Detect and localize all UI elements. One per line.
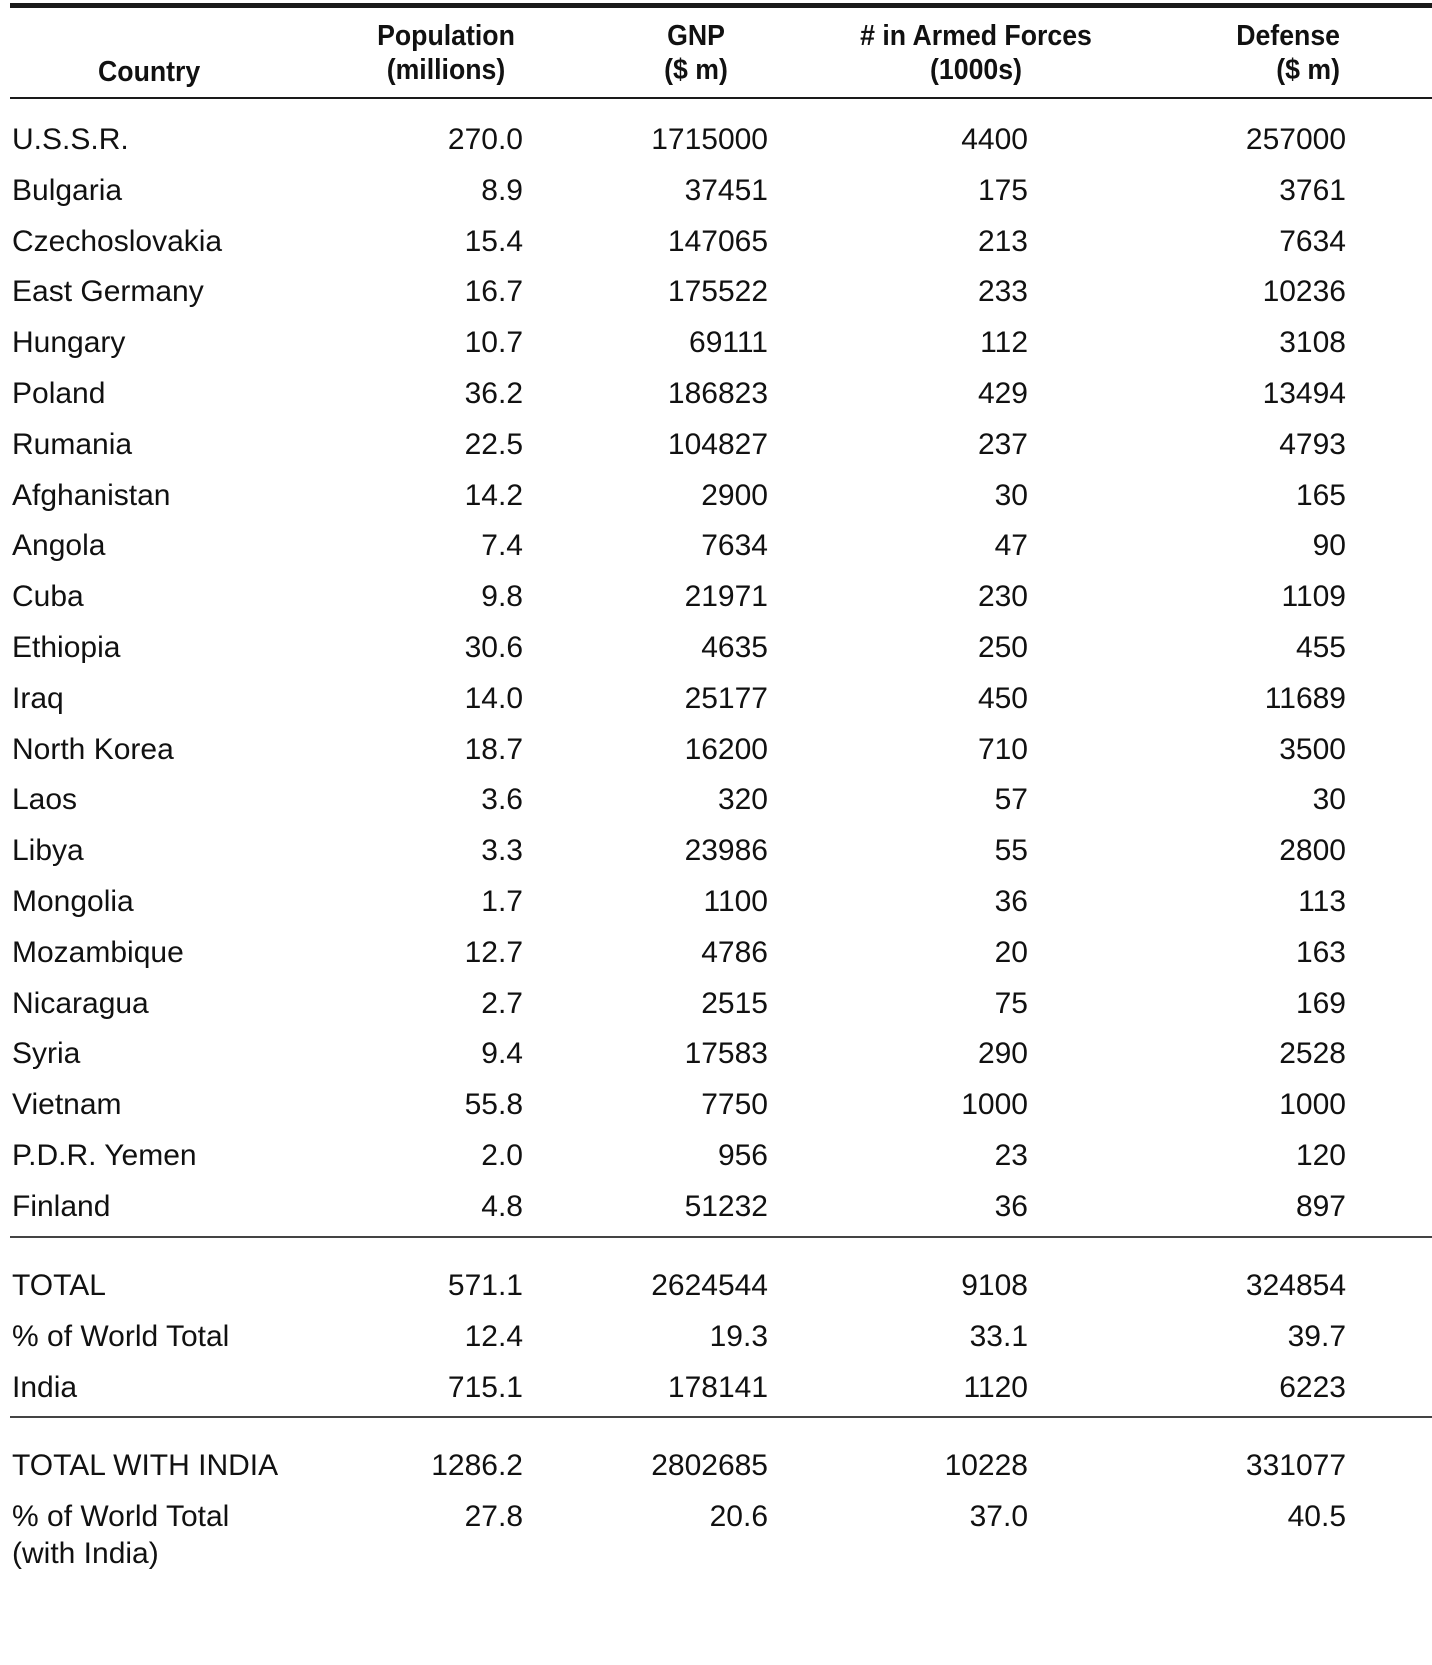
table-row <box>0 577 1432 617</box>
cell-country: North Korea <box>12 732 174 766</box>
cell-country: Libya <box>12 834 84 868</box>
cell-armed-forces: 36 <box>994 885 1028 918</box>
cell-defense: 324854 <box>1245 1269 1346 1302</box>
cell-defense: 1000 <box>1279 1088 1346 1122</box>
cell-country: Mozambique <box>12 935 184 969</box>
cell-armed-forces: 30 <box>994 478 1028 512</box>
cell-gnp: 2900 <box>701 478 768 512</box>
cell-population: 36.2 <box>464 377 523 410</box>
cell-armed-forces: 250 <box>977 631 1028 664</box>
cell-armed-forces: 23 <box>994 1139 1028 1172</box>
header-armed-forces <box>829 19 1123 87</box>
table-row <box>0 1034 1432 1074</box>
cell-gnp: 1100 <box>703 885 768 918</box>
cell-defense: 331077 <box>1245 1449 1346 1482</box>
cell-defense: 7634 <box>1279 224 1346 258</box>
cell-armed-forces: 1120 <box>963 1370 1028 1404</box>
cell-armed-forces: 47 <box>994 529 1028 563</box>
cell-gnp: 37451 <box>684 173 768 207</box>
header-defense-line2: ($ m) <box>1276 54 1340 86</box>
cell-armed-forces: 233 <box>977 275 1028 309</box>
cell-armed-forces: 10228 <box>944 1449 1028 1482</box>
cell-armed-forces: 75 <box>994 986 1028 1020</box>
table-row <box>0 882 1432 922</box>
cell-defense: 11689 <box>1264 681 1346 715</box>
cell-gnp: 2515 <box>701 986 768 1020</box>
cell-defense: 120 <box>1295 1139 1346 1172</box>
cell-gnp: 21971 <box>684 580 768 614</box>
top-rule <box>10 3 1432 8</box>
table-row <box>0 323 1432 363</box>
cell-gnp: 178141 <box>667 1370 768 1404</box>
cell-population: 27.8 <box>464 1499 523 1533</box>
cell-country: Ethiopia <box>12 631 121 664</box>
cell-population: 8.9 <box>481 173 523 207</box>
cell-country: TOTAL <box>12 1269 106 1302</box>
cell-defense: 4793 <box>1279 427 1346 461</box>
cell-gnp: 20.6 <box>709 1499 768 1533</box>
cell-armed-forces: 290 <box>977 1037 1028 1071</box>
cell-gnp: 23986 <box>684 834 768 868</box>
table-row <box>0 1136 1432 1176</box>
cell-defense: 897 <box>1295 1189 1346 1223</box>
cell-defense: 40.5 <box>1287 1499 1346 1533</box>
header-population-line1: Population <box>377 20 515 52</box>
cell-gnp: 17583 <box>684 1037 768 1071</box>
cell-armed-forces: 175 <box>977 173 1028 207</box>
cell-defense: 13494 <box>1262 377 1346 410</box>
cell-defense: 3108 <box>1279 326 1346 360</box>
header-armed-line2: (1000s) <box>930 54 1022 86</box>
cell-armed-forces: 33.1 <box>969 1319 1028 1353</box>
cell-defense: 113 <box>1298 885 1346 918</box>
cell-armed-forces: 20 <box>994 935 1028 969</box>
cell-country: Czechoslovakia <box>12 224 223 258</box>
cell-gnp: 69111 <box>689 326 768 360</box>
cell-population: 2.0 <box>481 1139 523 1172</box>
summary-row <box>0 1446 1432 1486</box>
cell-defense: 6223 <box>1279 1370 1346 1404</box>
cell-population: 7.4 <box>481 529 523 563</box>
cell-population: 1.7 <box>481 885 523 918</box>
cell-gnp: 175522 <box>667 275 768 309</box>
header-population-line2: (millions) <box>386 54 506 86</box>
cell-population: 3.3 <box>481 834 523 868</box>
header-gnp-line2: ($ m) <box>664 54 728 86</box>
cell-defense: 3761 <box>1279 173 1346 207</box>
cell-population: 30.6 <box>464 631 523 664</box>
table-row <box>0 831 1432 871</box>
cell-gnp: 147065 <box>667 224 768 258</box>
cell-country-line2: (with India) <box>12 1536 159 1570</box>
header-defense-line1: Defense <box>1236 20 1340 52</box>
table-row <box>0 933 1432 973</box>
table-row <box>0 780 1432 820</box>
header-population <box>354 19 538 87</box>
cell-population: 12.7 <box>464 935 523 969</box>
cell-armed-forces: 429 <box>977 377 1028 410</box>
header-rule <box>10 97 1432 99</box>
table-row <box>0 730 1432 770</box>
total-with-india-rule <box>10 1416 1432 1418</box>
summary-row <box>0 1317 1432 1357</box>
cell-defense: 39.7 <box>1287 1319 1346 1353</box>
cell-defense: 169 <box>1295 986 1346 1020</box>
cell-country: Vietnam <box>12 1088 122 1122</box>
cell-armed-forces: 450 <box>977 681 1028 715</box>
cell-country: Afghanistan <box>12 478 171 512</box>
cell-population: 22.5 <box>464 427 523 461</box>
cell-armed-forces: 36 <box>994 1189 1028 1223</box>
cell-country: P.D.R. Yemen <box>12 1139 197 1172</box>
cell-defense: 1109 <box>1281 580 1346 614</box>
table-row <box>0 272 1432 312</box>
cell-country: Rumania <box>12 427 133 461</box>
cell-armed-forces: 57 <box>994 783 1028 817</box>
cell-population: 14.2 <box>464 478 523 512</box>
table-row <box>0 222 1432 262</box>
header-armed-line1: # in Armed Forces <box>860 20 1092 52</box>
cell-country: Poland <box>12 377 106 410</box>
cell-gnp: 1715000 <box>651 123 768 156</box>
header-country: Country <box>98 56 201 88</box>
cell-armed-forces: 55 <box>994 834 1028 868</box>
cell-country: Cuba <box>12 580 84 614</box>
cell-armed-forces: 710 <box>977 732 1028 766</box>
cell-population: 1286.2 <box>431 1449 523 1482</box>
cell-population: 270.0 <box>447 123 523 156</box>
cell-armed-forces: 213 <box>977 224 1028 258</box>
cell-country: Angola <box>12 529 106 563</box>
table-row <box>0 526 1432 566</box>
cell-gnp: 51232 <box>684 1189 768 1223</box>
cell-country: Laos <box>12 783 78 817</box>
cell-gnp: 4635 <box>701 631 768 664</box>
cell-population: 9.8 <box>481 580 523 614</box>
table-row <box>0 679 1432 719</box>
subtotal-rule <box>10 1236 1432 1238</box>
cell-defense: 257000 <box>1245 123 1346 156</box>
summary-row <box>0 1497 1432 1570</box>
cell-country: India <box>12 1370 78 1404</box>
table-row <box>0 171 1432 211</box>
cell-defense: 2528 <box>1279 1037 1346 1071</box>
cell-population: 55.8 <box>464 1088 523 1122</box>
cell-armed-forces: 237 <box>977 427 1028 461</box>
cell-armed-forces: 112 <box>980 326 1028 360</box>
cell-gnp: 16200 <box>684 732 768 766</box>
cell-country: % of World Total <box>12 1499 230 1533</box>
table-row <box>0 628 1432 668</box>
cell-gnp: 19.3 <box>709 1319 768 1353</box>
cell-population: 12.4 <box>464 1319 523 1353</box>
cell-gnp: 4786 <box>701 935 768 969</box>
cell-population: 2.7 <box>481 986 523 1020</box>
cell-gnp: 186823 <box>667 377 768 410</box>
header-gnp <box>650 19 742 87</box>
cell-defense: 2800 <box>1279 834 1346 868</box>
cell-defense: 455 <box>1295 631 1346 664</box>
table-row <box>0 1187 1432 1227</box>
cell-gnp: 2624544 <box>651 1269 768 1302</box>
cell-defense: 165 <box>1295 478 1346 512</box>
cell-country: % of World Total <box>12 1319 230 1353</box>
cell-population: 4.8 <box>481 1189 523 1223</box>
header-defense <box>1193 19 1340 87</box>
cell-country: TOTAL WITH INDIA <box>12 1449 279 1482</box>
table-row <box>0 1085 1432 1125</box>
cell-population: 715.1 <box>447 1370 523 1404</box>
cell-defense: 3500 <box>1279 732 1346 766</box>
cell-gnp: 2802685 <box>651 1449 768 1482</box>
cell-country: Hungary <box>12 326 126 360</box>
table-row <box>0 374 1432 414</box>
table-row <box>0 984 1432 1024</box>
cell-population: 3.6 <box>481 783 523 817</box>
summary-row <box>0 1266 1432 1306</box>
cell-country: East Germany <box>12 275 204 309</box>
cell-armed-forces: 1000 <box>961 1088 1028 1122</box>
header-gnp-line1: GNP <box>667 20 725 52</box>
cell-defense: 10236 <box>1262 275 1346 309</box>
cell-country: Finland <box>12 1189 111 1223</box>
cell-gnp: 104827 <box>667 427 768 461</box>
cell-armed-forces: 4400 <box>961 123 1028 156</box>
cell-defense: 163 <box>1295 935 1346 969</box>
cell-population: 9.4 <box>481 1037 523 1071</box>
table-row <box>0 425 1432 465</box>
cell-gnp: 956 <box>717 1139 768 1172</box>
cell-population: 18.7 <box>464 732 523 766</box>
cell-defense: 90 <box>1312 529 1346 563</box>
cell-population: 10.7 <box>464 326 523 360</box>
table-row <box>0 120 1432 160</box>
cell-population: 571.1 <box>447 1269 523 1302</box>
cell-armed-forces: 37.0 <box>969 1499 1028 1533</box>
cell-country: Iraq <box>12 681 64 715</box>
summary-row <box>0 1368 1432 1408</box>
cell-country: Mongolia <box>12 885 134 918</box>
cell-armed-forces: 230 <box>977 580 1028 614</box>
cell-country: Bulgaria <box>12 173 123 207</box>
cell-country: Syria <box>12 1037 81 1071</box>
cell-population: 15.4 <box>464 224 523 258</box>
cell-population: 16.7 <box>464 275 523 309</box>
cell-armed-forces: 9108 <box>961 1269 1028 1302</box>
cell-population: 14.0 <box>464 681 523 715</box>
cell-gnp: 320 <box>717 783 768 817</box>
cell-country: U.S.S.R. <box>12 123 129 156</box>
cell-defense: 30 <box>1312 783 1346 817</box>
cell-gnp: 7634 <box>701 529 768 563</box>
table-row <box>0 476 1432 516</box>
cell-country: Nicaragua <box>12 986 149 1020</box>
cell-gnp: 25177 <box>684 681 768 715</box>
cell-gnp: 7750 <box>701 1088 768 1122</box>
